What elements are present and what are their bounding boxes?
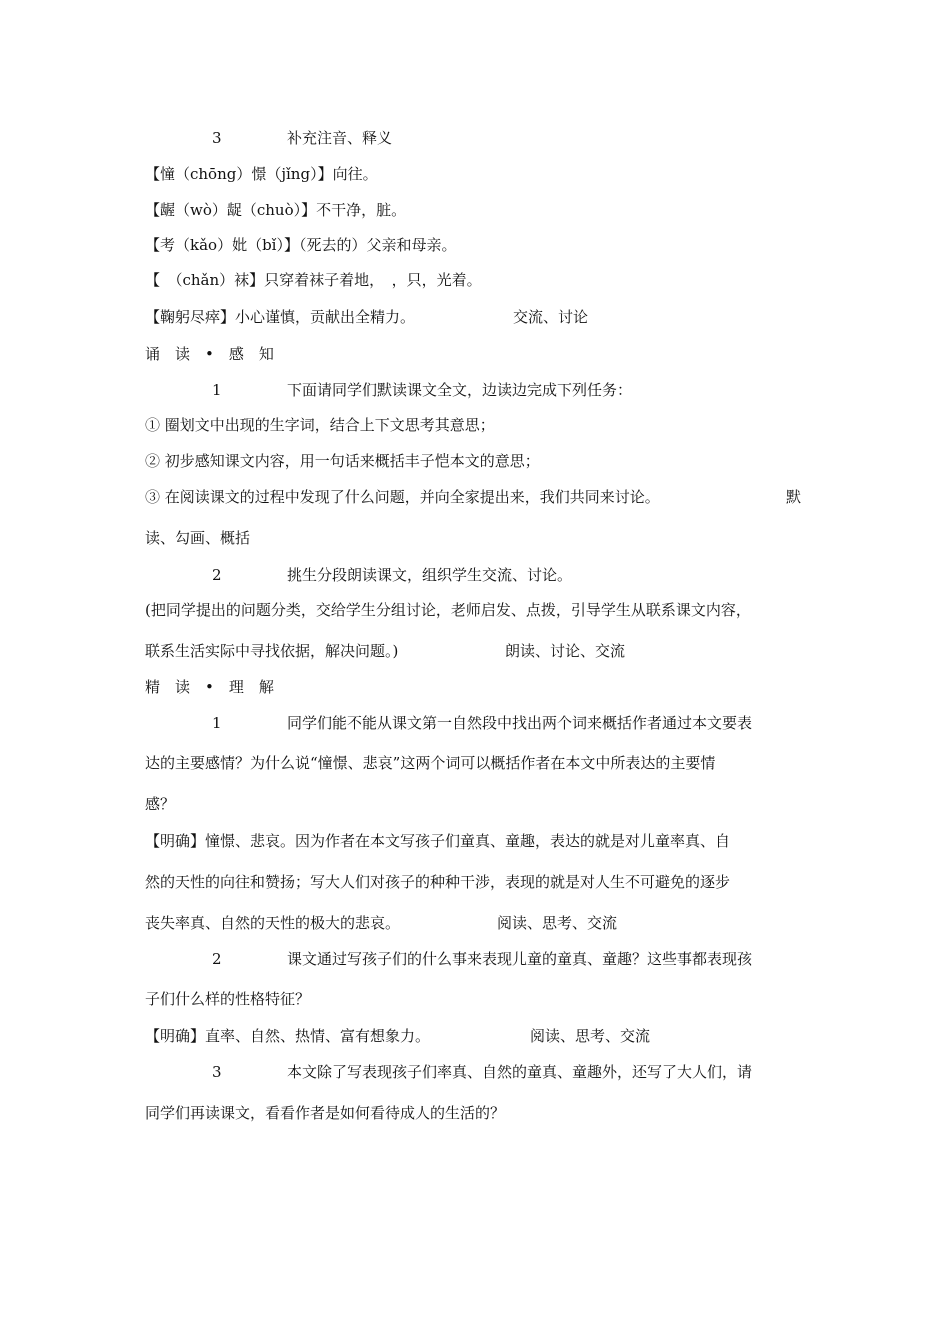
question-text: 子们什么样的性格特征？ — [145, 990, 311, 1008]
question-text: 感？ — [145, 795, 176, 813]
vocab-line: 【 （chǎn）袜】只穿着袜子着地， ，只，光着。 — [145, 271, 482, 289]
method-label: 读、勾画、概括 — [145, 529, 251, 547]
answer-text: 【明确】憧憬、悲哀。因为作者在本文写孩子们童真、童趣，表达的就是对儿童率真、自 — [145, 832, 731, 850]
method-label: 交流、讨论 — [513, 308, 589, 326]
item-number: 2 — [212, 950, 222, 968]
section-title: 精 读 • 理 解 — [145, 678, 274, 696]
task-line: ① 圈划文中出现的生字词，结合上下文思考其意思； — [145, 416, 495, 434]
section-heading: 补充注音、释义 — [287, 129, 393, 147]
vocab-line: 【憧（chōng）憬（jǐng）】向往。 — [145, 165, 378, 183]
item-number: 3 — [212, 1063, 222, 1081]
answer-text: 丧失率真、自然的天性的极大的悲哀。 — [145, 914, 401, 932]
vocab-line: 【龌（wò）龊（chuò）】不干净，脏。 — [145, 201, 407, 219]
method-label: 朗读、讨论、交流 — [505, 642, 626, 660]
vocab-line: 【考（kǎo）妣（bǐ）】（死去的）父亲和母亲。 — [145, 236, 457, 254]
answer-text: 【明确】直率、自然、热情、富有想象力。 — [145, 1027, 431, 1045]
note-line: (把同学提出的问题分类，交给学生分组讨论，老师启发、点拨，引导学生从联系课文内容， — [145, 601, 751, 619]
item-number: 1 — [212, 381, 222, 399]
section-title: 诵 读 • 感 知 — [145, 345, 274, 363]
question-text: 达的主要感情？为什么说“憧憬、悲哀”这两个词可以概括作者在本文中所表达的主要情 — [145, 754, 716, 772]
item-number: 1 — [212, 714, 222, 732]
question-text: 本文除了写表现孩子们率真、自然的童真、童趣外，还写了大人们，请 — [287, 1063, 753, 1081]
item-number: 3 — [212, 129, 222, 147]
vocab-line: 【鞠躬尽瘁】小心谨慎，贡献出全精力。 — [145, 308, 416, 326]
question-text: 同学们再读课文，看看作者是如何看待成人的生活的？ — [145, 1104, 506, 1122]
note-line: 联系生活实际中寻找依据，解决问题。) — [145, 642, 399, 660]
method-label: 阅读、思考、交流 — [497, 914, 618, 932]
question-text: 同学们能不能从课文第一自然段中找出两个词来概括作者通过本文要表 — [287, 714, 753, 732]
question-text: 下面请同学们默读课文全文，边读边完成下列任务： — [287, 381, 633, 399]
question-text: 课文通过写孩子们的什么事来表现儿童的童真、童趣？这些事都表现孩 — [287, 950, 753, 968]
task-line: ② 初步感知课文内容，用一句话来概括丰子恺本文的意思； — [145, 452, 540, 470]
task-line: ③ 在阅读课文的过程中发现了什么问题，并向全家提出来，我们共同来讨论。 — [145, 488, 660, 506]
method-label: 默 — [786, 488, 802, 506]
answer-text: 然的天性的向往和赞扬；写大人们对孩子的种种干涉，表现的就是对人生不可避免的逐步 — [145, 873, 731, 891]
question-text: 挑生分段朗读课文，组织学生交流、讨论。 — [287, 566, 573, 584]
item-number: 2 — [212, 566, 222, 584]
method-label: 阅读、思考、交流 — [530, 1027, 651, 1045]
